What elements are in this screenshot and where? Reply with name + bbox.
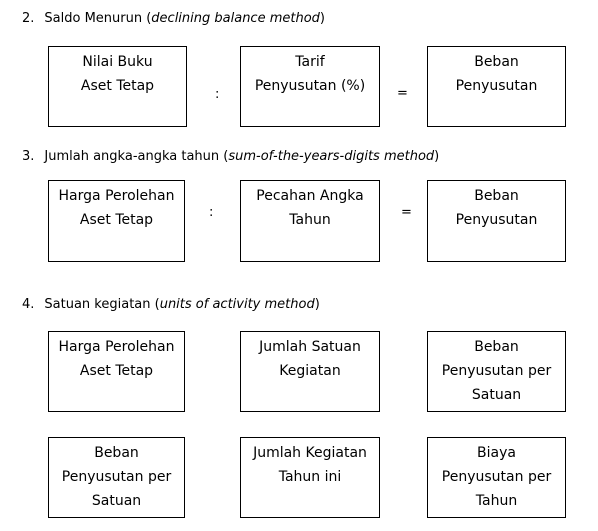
formula-box-beban: [427, 180, 566, 262]
box-line: Pecahan Angka: [256, 188, 364, 204]
section-title: Jumlah angka-angka tahun (: [44, 149, 229, 164]
section-number: 2.: [22, 11, 35, 26]
box-line: Penyusutan: [455, 78, 538, 94]
section-title-end: ): [314, 297, 320, 312]
section-title-italic: sum-of-the-years-digits method: [228, 149, 435, 164]
box-line: Penyusutan per: [441, 469, 552, 485]
section-4-heading: [22, 297, 320, 312]
section-number: 3.: [22, 149, 35, 164]
box-line: Jumlah Satuan: [259, 339, 361, 355]
formula-box-beban: [427, 46, 566, 127]
box-line: Beban: [474, 339, 519, 355]
formula-box-beban-per-satuan: [427, 331, 566, 412]
box-line: Satuan: [471, 387, 522, 403]
section-3-heading: [22, 149, 439, 164]
box-line: Satuan: [91, 493, 142, 509]
box-line: Aset Tetap: [79, 363, 154, 379]
box-line: Beban: [474, 54, 519, 70]
formula-box-beban-per-satuan: [48, 437, 185, 518]
formula-box-pecahan: [240, 180, 380, 262]
section-title: Saldo Menurun (: [44, 11, 152, 26]
formula-box-harga-perolehan: [48, 180, 185, 262]
divide-operator: :: [209, 205, 214, 220]
box-line: Aset Tetap: [80, 78, 155, 94]
section-title-end: ): [434, 149, 440, 164]
box-line: Tarif: [295, 54, 325, 70]
box-line: Tahun ini: [278, 469, 342, 485]
section-title: Satuan kegiatan (: [44, 297, 160, 312]
box-line: Beban: [474, 188, 519, 204]
box-line: Kegiatan: [279, 363, 341, 379]
section-title-italic: units of activity method: [159, 297, 315, 312]
box-line: Penyusutan: [455, 212, 538, 228]
box-line: Penyusutan (%): [254, 78, 366, 94]
box-line: Tahun: [475, 493, 518, 509]
section-2-heading: [22, 11, 325, 26]
equals-operator: =: [401, 205, 412, 220]
box-line: Penyusutan per: [61, 469, 172, 485]
formula-box-jumlah-satuan: [240, 331, 380, 412]
box-line: Biaya: [477, 445, 516, 461]
box-line: Jumlah Kegiatan: [253, 445, 367, 461]
section-number: 4.: [22, 297, 35, 312]
formula-box-nilai-buku: [48, 46, 187, 127]
formula-box-tarif: [240, 46, 380, 127]
section-title-end: ): [319, 11, 325, 26]
box-line: Penyusutan per: [441, 363, 552, 379]
formula-box-harga-perolehan: [48, 331, 185, 412]
formula-box-jumlah-kegiatan: [240, 437, 380, 518]
box-line: Aset Tetap: [79, 212, 154, 228]
divide-operator: :: [215, 87, 220, 102]
formula-box-biaya-per-tahun: [427, 437, 566, 518]
box-line: Tahun: [289, 212, 331, 228]
box-line: Beban: [94, 445, 139, 461]
box-line: Harga Perolehan: [58, 339, 175, 355]
box-line: Nilai Buku: [82, 54, 153, 70]
section-title-italic: declining balance method: [151, 11, 320, 26]
equals-operator: =: [397, 86, 408, 101]
box-line: Harga Perolehan: [58, 188, 175, 204]
